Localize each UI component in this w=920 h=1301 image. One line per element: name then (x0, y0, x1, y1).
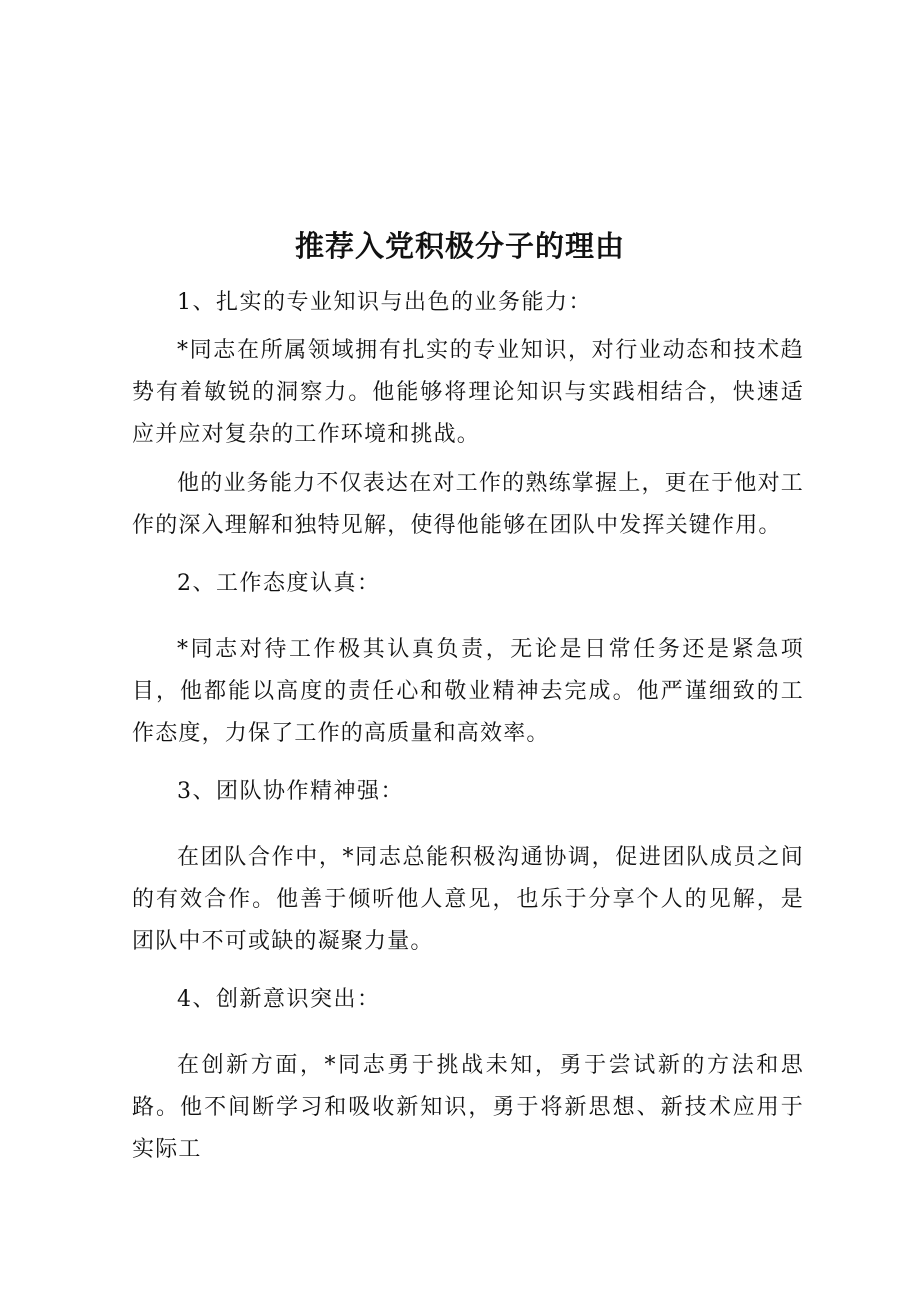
section-3-paragraph-1: 在团队合作中，*同志总能积极沟通协调，促进团队成员之间的有效合作。他善于倾听他人意见，也乐于分享个人的见解，是团队中不可或缺的凝聚力量。 (132, 845, 804, 954)
section-1-heading: 1、扎实的专业知识与出色的业务能力： (177, 290, 592, 315)
section-2-paragraph-1: *同志对待工作极其认真负责，无论是日常任务还是紧急项目，他都能以高度的责任心和敬业精神去完成。他严谨细致的工作态度，力保了工作的高质量和高效率。 (132, 637, 804, 746)
section-4-heading: 4、创新意识突出： (177, 987, 381, 1012)
section-4-paragraph-1: 在创新方面，*同志勇于挑战未知，勇于尝试新的方法和思路。他不间断学习和吸收新知识，勇于将新思想、新技术应用于实际工 (132, 1053, 804, 1162)
section-1-paragraph-2: 他的业务能力不仅表达在对工作的熟练掌握上，更在于他对工作的深入理解和独特见解，使得他能够在团队中发挥关键作用。 (132, 471, 804, 538)
section-2-heading: 2、工作态度认真： (177, 571, 381, 596)
section-1-paragraph-1: *同志在所属领域拥有扎实的专业知识，对行业动态和技术趋势有着敏锐的洞察力。他能够将理论知识与实践相结合，快速适应并应对复杂的工作环境和挑战。 (132, 338, 804, 447)
document-title: 推荐入党积极分子的理由 (294, 229, 625, 263)
section-3-heading: 3、团队协作精神强： (177, 779, 404, 804)
